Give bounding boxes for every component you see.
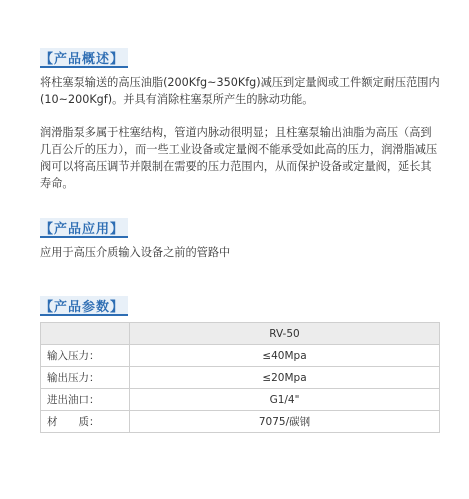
params-table <box>40 322 440 433</box>
param-label: 输入压力： <box>41 345 130 367</box>
param-value: G1/4" <box>130 389 440 411</box>
param-label: 输出压力： <box>41 367 130 389</box>
param-value: ≤20Mpa <box>130 367 440 389</box>
application-title: 【产品应用】 <box>40 221 125 237</box>
params-title: 【产品参数】 <box>40 299 125 315</box>
application-section-header <box>40 218 128 238</box>
application-text: 应用于高压介质输入设备之前的管路中 <box>40 246 231 259</box>
param-label: 进出油口： <box>41 389 130 411</box>
params-table-header-row <box>41 323 440 345</box>
params-header-model-cell: RV-50 <box>130 323 440 345</box>
param-value: 7075/碳钢 <box>130 411 440 433</box>
overview-section-header <box>40 48 128 68</box>
overview-title: 【产品概述】 <box>40 51 125 67</box>
overview-paragraph-2: 润滑脂泵多属于柱塞结构，管道内脉动很明显；且柱塞泵输出油脂为高压（高到几百公斤的压力），而一些工业设备或定量阀不能承受如此高的压力，润滑脂减压阀可以将高压调节并限制在需要的压力范围内，从而保护设备或定量阀，延长其寿命。 <box>40 126 438 190</box>
overview-paragraph-1: 将柱塞泵输送的高压油脂(200Kfg~350Kfg)减压到定量阀或工件额定耐压范围内(10~200Kgf)。并具有消除柱塞泵所产生的脉动功能。 <box>40 76 440 106</box>
params-section-header <box>40 296 128 316</box>
table-row <box>41 411 440 433</box>
table-row <box>41 367 440 389</box>
table-row <box>41 389 440 411</box>
param-label: 材 质： <box>41 411 130 433</box>
params-header-label-cell <box>41 323 130 345</box>
table-row <box>41 345 440 367</box>
param-value: ≤40Mpa <box>130 345 440 367</box>
